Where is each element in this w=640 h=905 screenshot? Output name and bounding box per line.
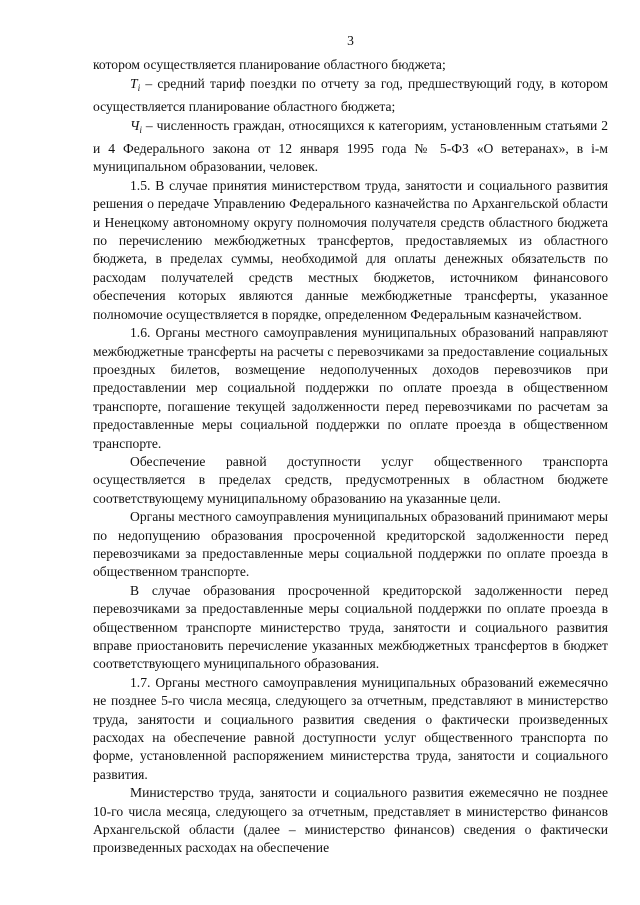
paragraph-1-7: 1.7. Органы местного самоуправления муниципальных образований ежемесячно не позднее 5-го числа месяца, следующего за отчетным, представляют в министерство труда, занятости и социального развития сведения о фактически произведенных расходах на обеспечение равной доступности услуг общественного транспорта по форме, установленной распоряжением министерства труда, занятости и социального развития. [93, 674, 608, 782]
paragraph-continuation: котором осуществляется планирование областного бюджета; [93, 57, 446, 73]
paragraph-count-definition [93, 117, 608, 177]
paragraph-tariff-definition [93, 75, 608, 117]
count-definition-text: – численность граждан, относящихся к категориям, установленным статьями 2 и 4 Федерального закона от 12 января 1995 года № 5-ФЗ «О ветеранах», в i-м муниципальном образовании, человек. [93, 117, 608, 175]
variable-ch-subscript: i [139, 125, 143, 136]
variable-t: T [130, 75, 138, 91]
page-number: 3 [347, 33, 354, 48]
paragraph-1-6: 1.6. Органы местного самоуправления муниципальных образований направляют межбюджетные трансферты на расчеты с перевозчиками за предоставление социальных проездных билетов, возмещение недополученных доходов перевозчиков при предоставлении мер социальной поддержки по оплате проезда в общественном транспорте, погашение текущей задолженности перед перевозчиками по расчетам за предоставленные меры социальной поддержки по оплате проезда в общественном транспорте. [93, 325, 608, 451]
paragraph-debt-suspension: В случае образования просроченной кредиторской задолженности перед перевозчиками за предоставленные меры социальной поддержки по оплате проезда в общественном транспорте министерство труда, занятости и социального развития вправе приостановить перечисление указанных межбюджетных трансфертов в бюджет соответствующего муниципального образования. [93, 582, 608, 672]
tariff-definition-text: – средний тариф поездки по отчету за год, предшествующий году, в котором осуществляется планирование областного бюджета; [93, 75, 608, 115]
document-page [93, 32, 608, 858]
paragraph-1-5: 1.5. В случае принятия министерством труда, занятости и социального развития решения о передаче Управлению Федерального казначейства по Архангельской области и Ненецкому автономному округу полномочия получателя средств областного бюджета по перечислению межбюджетных трансфертов, предоставляемых из областного бюджета, в пределах суммы, необходимой для оплаты денежных обязательств по расходам получателей средств местных бюджетов, источником финансового обеспечения которых являются данные межбюджетные трансферты, указанное полномочие осуществляется в порядке, определенном Федеральным казначейством. [93, 177, 608, 322]
paragraph-ministry-report: Министерство труда, занятости и социального развития ежемесячно не позднее 10-го числа месяца, следующего за отчетным, представляет в министерство финансов Архангельской области (далее – министерство финансов) сведения о фактически произведенных расходах на обеспечение [93, 785, 608, 856]
variable-ch: Ч [130, 117, 140, 133]
paragraph-equal-access: Обеспечение равной доступности услуг общественного транспорта осуществляется в пределах средств, предусмотренных в областном бюджете соответствующему муниципальному образованию на указанные цели. [93, 453, 608, 506]
paragraph-debt-prevention: Органы местного самоуправления муниципальных образований принимают меры по недопущению образования просроченной кредиторской задолженности перед перевозчиками за предоставленные меры социальной поддержки по оплате проезда в общественном транспорте. [93, 509, 608, 580]
variable-t-subscript: i [137, 83, 141, 94]
